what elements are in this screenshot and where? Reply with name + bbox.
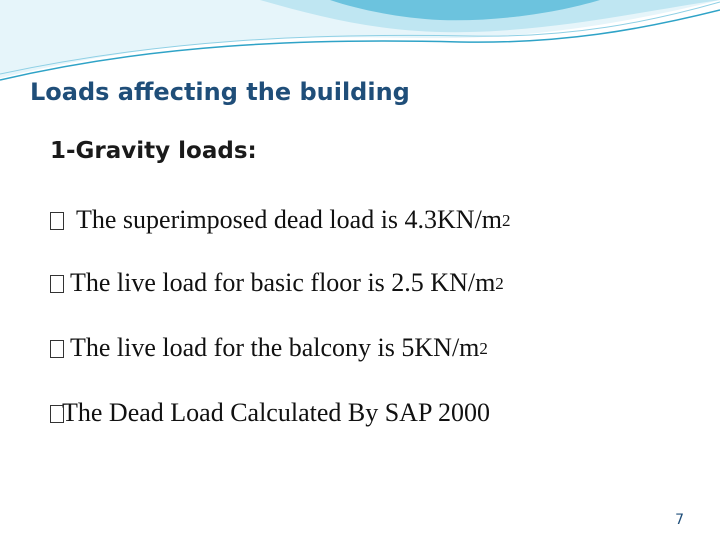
missing-glyph-box-icon	[50, 275, 64, 293]
bullet-superscript: 2	[479, 339, 488, 358]
bullet-text: The superimposed dead load is 4.3KN/m	[76, 205, 503, 234]
bullet-superscript: 2	[495, 274, 504, 293]
bullet-item	[50, 205, 511, 235]
bullet-text: The live load for the balcony is 5KN/m	[70, 333, 480, 362]
section-heading: 1-Gravity loads:	[50, 138, 257, 164]
bullet-text: The Dead Load Calculated By SAP 2000	[62, 398, 490, 427]
missing-glyph-box-icon	[50, 340, 64, 358]
page-number: 7	[675, 512, 684, 528]
bullet-item	[50, 333, 488, 363]
missing-glyph-box-icon	[50, 212, 64, 230]
header-wave-decoration	[0, 0, 720, 90]
bullet-text: The live load for basic floor is 2.5 KN/m	[70, 268, 496, 297]
bullet-superscript: 2	[502, 211, 511, 230]
missing-glyph-box-icon	[50, 405, 64, 423]
slide-title: Loads affecting the building	[30, 78, 410, 106]
bullet-item	[50, 398, 490, 428]
bullet-item	[50, 268, 504, 298]
